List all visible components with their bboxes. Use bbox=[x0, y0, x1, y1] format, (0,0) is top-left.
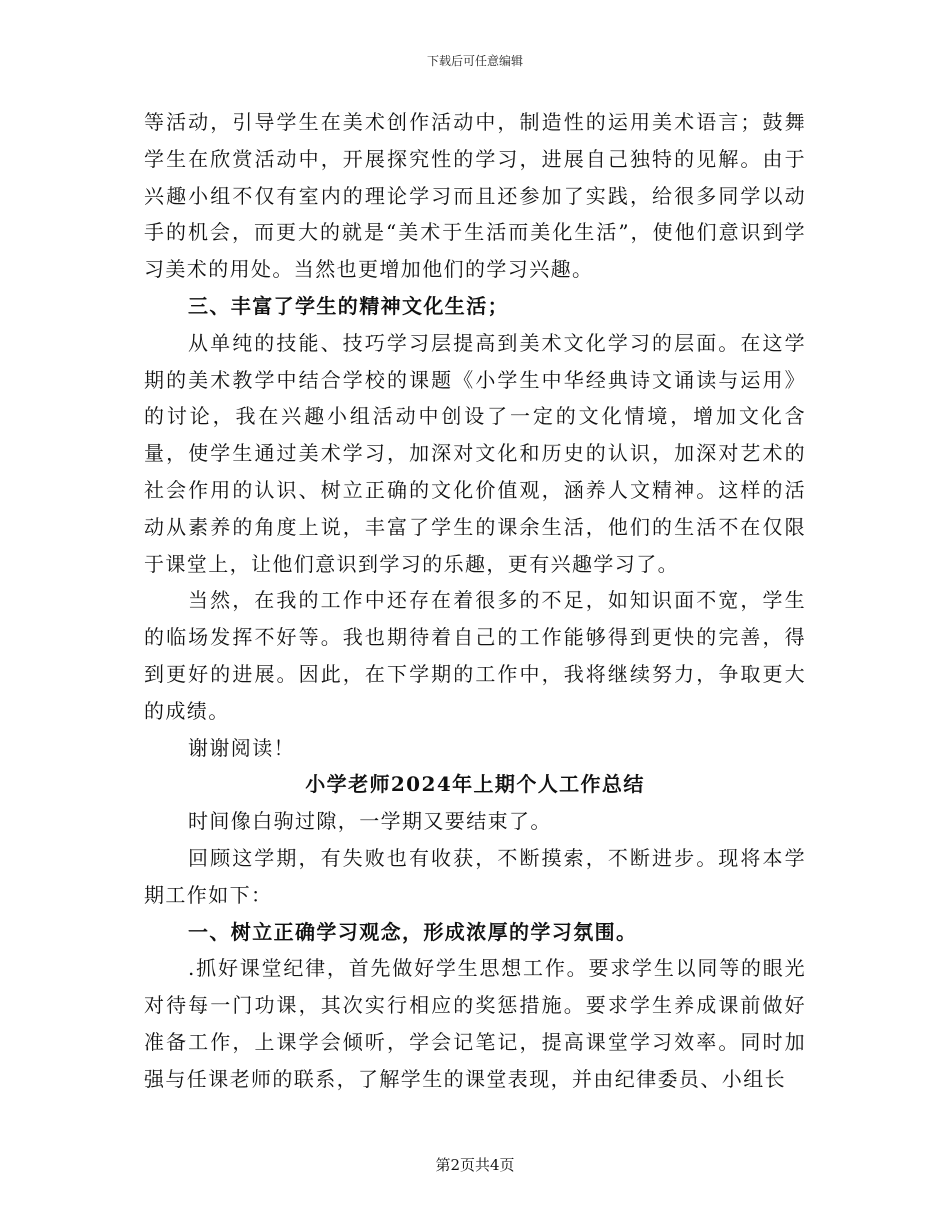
paragraph-discipline: .抓好课堂纪律，首先做好学生思想工作。要求学生以同等的眼光对待每一门功课，其次实行相应的奖惩措施。要求学生养成课前做好准备工作，上课学会倾听，学会记笔记，提高课堂学习效率。同时加强与任课老师的联系，了解学生的课堂表现，并由纪律委员、小组长 bbox=[144, 956, 806, 1091]
paragraph-intro: 时间像白驹过隙，一学期又要结束了。 bbox=[188, 809, 552, 834]
document-title: 小学老师2024年上期个人工作总结 bbox=[305, 772, 645, 797]
section-heading-one: 一、树立正确学习观念，形成浓厚的学习氛围。 bbox=[188, 919, 638, 944]
paragraph-review: 回顾这学期，有失败也有收获，不断摸索，不断进步。现将本学期工作如下： bbox=[144, 845, 806, 907]
page-footer: 第2页共4页 bbox=[435, 1156, 515, 1174]
thanks-line: 谢谢阅读！ bbox=[188, 735, 295, 760]
document-body bbox=[144, 104, 806, 1098]
paragraph-culture: 从单纯的技能、技巧学习层提高到美术文化学习的层面。在这学期的美术教学中结合学校的课题《小学生中华经典诗文诵读与运用》的讨论，我在兴趣小组活动中创设了一定的文化情境，增加文化含量，使学生通过美术学习，加深对文化和历史的认识，加深对艺术的社会作用的认识、树立正确的文化价值观，涵养人文精神。这样的活动从素养的角度上说，丰富了学生的课余生活，他们的生活不在仅限于课堂上，让他们意识到学习的乐趣，更有兴趣学习了。 bbox=[144, 330, 806, 576]
page-header: 下载后可任意编辑 bbox=[426, 54, 523, 68]
paragraph-continued: 等活动，引导学生在美术创作活动中，制造性的运用美术语言；鼓舞学生在欣赏活动中，开展探究性的学习，进展自己独特的见解。由于兴趣小组不仅有室内的理论学习而且还参加了实践，给很多同学以动手的机会，而更大的就是“美术于生活而美化生活”，使他们意识到学习美术的用处。当然也更增加他们的学习兴趣。 bbox=[144, 110, 806, 282]
paragraph-shortcomings: 当然，在我的工作中还存在着很多的不足，如知识面不宽，学生的临场发挥不好等。我也期待着自己的工作能够得到更快的完善，得到更好的进展。因此，在下学期的工作中，我将继续努力，争取更大的成绩。 bbox=[144, 588, 806, 723]
section-heading-three: 三、丰富了学生的精神文化生活； bbox=[188, 293, 509, 318]
